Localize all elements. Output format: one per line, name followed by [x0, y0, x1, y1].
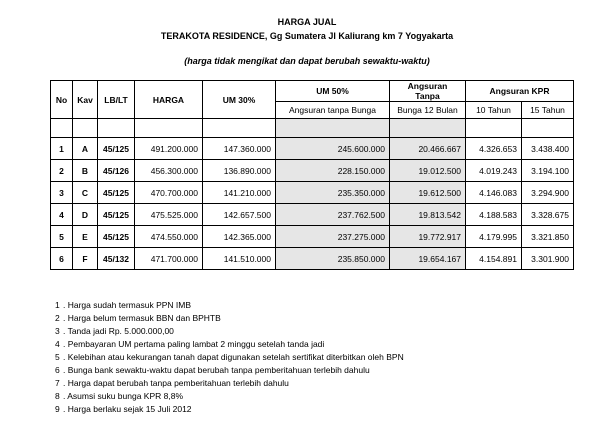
cell-kpr-15: 3.328.675 [522, 204, 574, 226]
price-table [50, 80, 574, 270]
header-um50-sub: Angsuran tanpa Bunga [276, 102, 390, 119]
cell-harga: 456.300.000 [135, 160, 203, 182]
term-number: 7 [55, 378, 60, 389]
cell-no: 1 [51, 138, 73, 160]
cell-um-50: 237.762.500 [276, 204, 390, 226]
header-angsuran-sub: Bunga 12 Bulan [390, 102, 466, 119]
cell-harga: 491.200.000 [135, 138, 203, 160]
term-number: 9 [55, 404, 60, 415]
term-text: Bunga bank sewaktu-waktu dapat berubah tanpa pemberitahuan terlebih dahulu [67, 365, 370, 376]
cell-lb-lt: 45/125 [98, 226, 135, 248]
cell-kpr-10: 4.146.083 [466, 182, 522, 204]
cell-kpr-10: 4.326.653 [466, 138, 522, 160]
term-text: Harga belum termasuk BBN dan BPHTB [67, 313, 221, 324]
term-text: Tanda jadi Rp. 5.000.000,00 [67, 326, 174, 337]
cell-um-30: 141.510.000 [203, 248, 276, 270]
term-number: 1 [55, 300, 60, 310]
table-row [51, 160, 574, 182]
cell-kav: F [73, 248, 98, 270]
cell-lb-lt: 45/125 [98, 138, 135, 160]
cell-um-30: 142.657.500 [203, 204, 276, 226]
term-text: Harga dapat berubah tanpa pemberitahuan terlebih dahulu [67, 378, 289, 389]
term-number: 8 [55, 391, 60, 402]
cell-kpr-15: 3.301.900 [522, 248, 574, 270]
cell-um-50: 235.850.000 [276, 248, 390, 270]
cell-kpr-15: 3.294.900 [522, 182, 574, 204]
cell-um-50: 228.150.000 [276, 160, 390, 182]
cell-um-30: 142.365.000 [203, 226, 276, 248]
cell-harga: 474.550.000 [135, 226, 203, 248]
cell-kav: D [73, 204, 98, 226]
cell-kpr-15: 3.321.850 [522, 226, 574, 248]
header-no: No [51, 81, 73, 119]
cell-kpr-10: 4.179.995 [466, 226, 522, 248]
cell-harga: 475.525.000 [135, 204, 203, 226]
list-item: 5 . Kelebihan atau kekurangan tanah dapat digunakan setelah sertifikat diterbitkan oleh BPN [55, 351, 404, 364]
cell-um-50: 235.350.000 [276, 182, 390, 204]
price-disclaimer: (harga tidak mengikat dan dapat berubah sewaktu-waktu) [184, 56, 430, 66]
list-item: 6 . Bunga bank sewaktu-waktu dapat berubah tanpa pemberitahuan terlebih dahulu [55, 364, 404, 377]
list-item: 3 . Tanda jadi Rp. 5.000.000,00 [55, 325, 404, 338]
header-angsuran-line1: Angsuran [407, 81, 448, 91]
cell-angsuran-12: 19.012.500 [390, 160, 466, 182]
list-item: 7 . Harga dapat berubah tanpa pemberitahuan terlebih dahulu [55, 377, 404, 390]
table-row [51, 204, 574, 226]
header-angsuran-tanpa [390, 81, 466, 102]
term-number: 6 [55, 365, 60, 376]
cell-angsuran-12: 19.654.167 [390, 248, 466, 270]
term-text: Pembayaran UM pertama paling lambat 2 minggu setelah tanda jadi [67, 339, 325, 350]
cell-no: 2 [51, 160, 73, 182]
cell-um-30: 147.360.000 [203, 138, 276, 160]
cell-no: 5 [51, 226, 73, 248]
header-um-50: UM 50% [276, 81, 390, 102]
header-lb-lt: LB/LT [98, 81, 135, 119]
cell-angsuran-12: 19.772.917 [390, 226, 466, 248]
table-header-row [51, 81, 574, 102]
term-text: Harga sudah termasuk PPN IMB [67, 300, 192, 310]
term-text: Asumsi suku bunga KPR 8,8% [67, 391, 184, 402]
term-number: 3 [55, 326, 60, 337]
header-kpr-15: 15 Tahun [522, 102, 574, 119]
header-kav: Kav [73, 81, 98, 119]
cell-kpr-15: 3.438.400 [522, 138, 574, 160]
cell-lb-lt: 45/126 [98, 160, 135, 182]
cell-lb-lt: 45/125 [98, 182, 135, 204]
header-kpr-10: 10 Tahun [466, 102, 522, 119]
header-harga: HARGA [135, 81, 203, 119]
header-angsuran-kpr: Angsuran KPR [466, 81, 574, 102]
term-number: 5 [55, 352, 60, 363]
list-item: 2 . Harga belum termasuk BBN dan BPHTB [55, 312, 404, 325]
term-number: 4 [55, 339, 60, 350]
cell-harga: 471.700.000 [135, 248, 203, 270]
cell-angsuran-12: 20.466.667 [390, 138, 466, 160]
list-item: 9 . Harga berlaku sejak 15 Juli 2012 [55, 403, 404, 416]
cell-kpr-10: 4.019.243 [466, 160, 522, 182]
cell-kav: A [73, 138, 98, 160]
cell-no: 4 [51, 204, 73, 226]
cell-kav: C [73, 182, 98, 204]
cell-no: 6 [51, 248, 73, 270]
header-um-30: UM 30% [203, 81, 276, 119]
list-item: 1 . Harga sudah termasuk PPN IMB [55, 299, 404, 312]
table-row [51, 138, 574, 160]
terms-list [55, 299, 404, 416]
list-item: 4 . Pembayaran UM pertama paling lambat 2 minggu setelah tanda jadi [55, 338, 404, 351]
table-row [51, 226, 574, 248]
cell-lb-lt: 45/132 [98, 248, 135, 270]
document-subtitle: TERAKOTA RESIDENCE, Gg Sumatera Jl Kaliurang km 7 Yogyakarta [160, 31, 454, 41]
cell-angsuran-12: 19.813.542 [390, 204, 466, 226]
cell-kav: B [73, 160, 98, 182]
table-row [51, 182, 574, 204]
cell-harga: 470.700.000 [135, 182, 203, 204]
term-number: 2 [55, 313, 60, 324]
cell-kpr-15: 3.194.100 [522, 160, 574, 182]
term-text: Kelebihan atau kekurangan tanah dapat digunakan setelah sertifikat diterbitkan oleh BPN [67, 352, 404, 363]
table-row [51, 248, 574, 270]
cell-um-30: 136.890.000 [203, 160, 276, 182]
cell-no: 3 [51, 182, 73, 204]
list-item: 8 . Asumsi suku bunga KPR 8,8% [55, 390, 404, 403]
cell-kpr-10: 4.188.583 [466, 204, 522, 226]
cell-angsuran-12: 19.612.500 [390, 182, 466, 204]
spacer-row [51, 119, 574, 138]
cell-um-50: 245.600.000 [276, 138, 390, 160]
cell-lb-lt: 45/125 [98, 204, 135, 226]
document-title: HARGA JUAL [277, 17, 337, 27]
cell-um-30: 141.210.000 [203, 182, 276, 204]
cell-kav: E [73, 226, 98, 248]
header-angsuran-line2: Tanpa [415, 91, 440, 101]
term-text: Harga berlaku sejak 15 Juli 2012 [67, 404, 192, 415]
cell-kpr-10: 4.154.891 [466, 248, 522, 270]
cell-um-50: 237.275.000 [276, 226, 390, 248]
